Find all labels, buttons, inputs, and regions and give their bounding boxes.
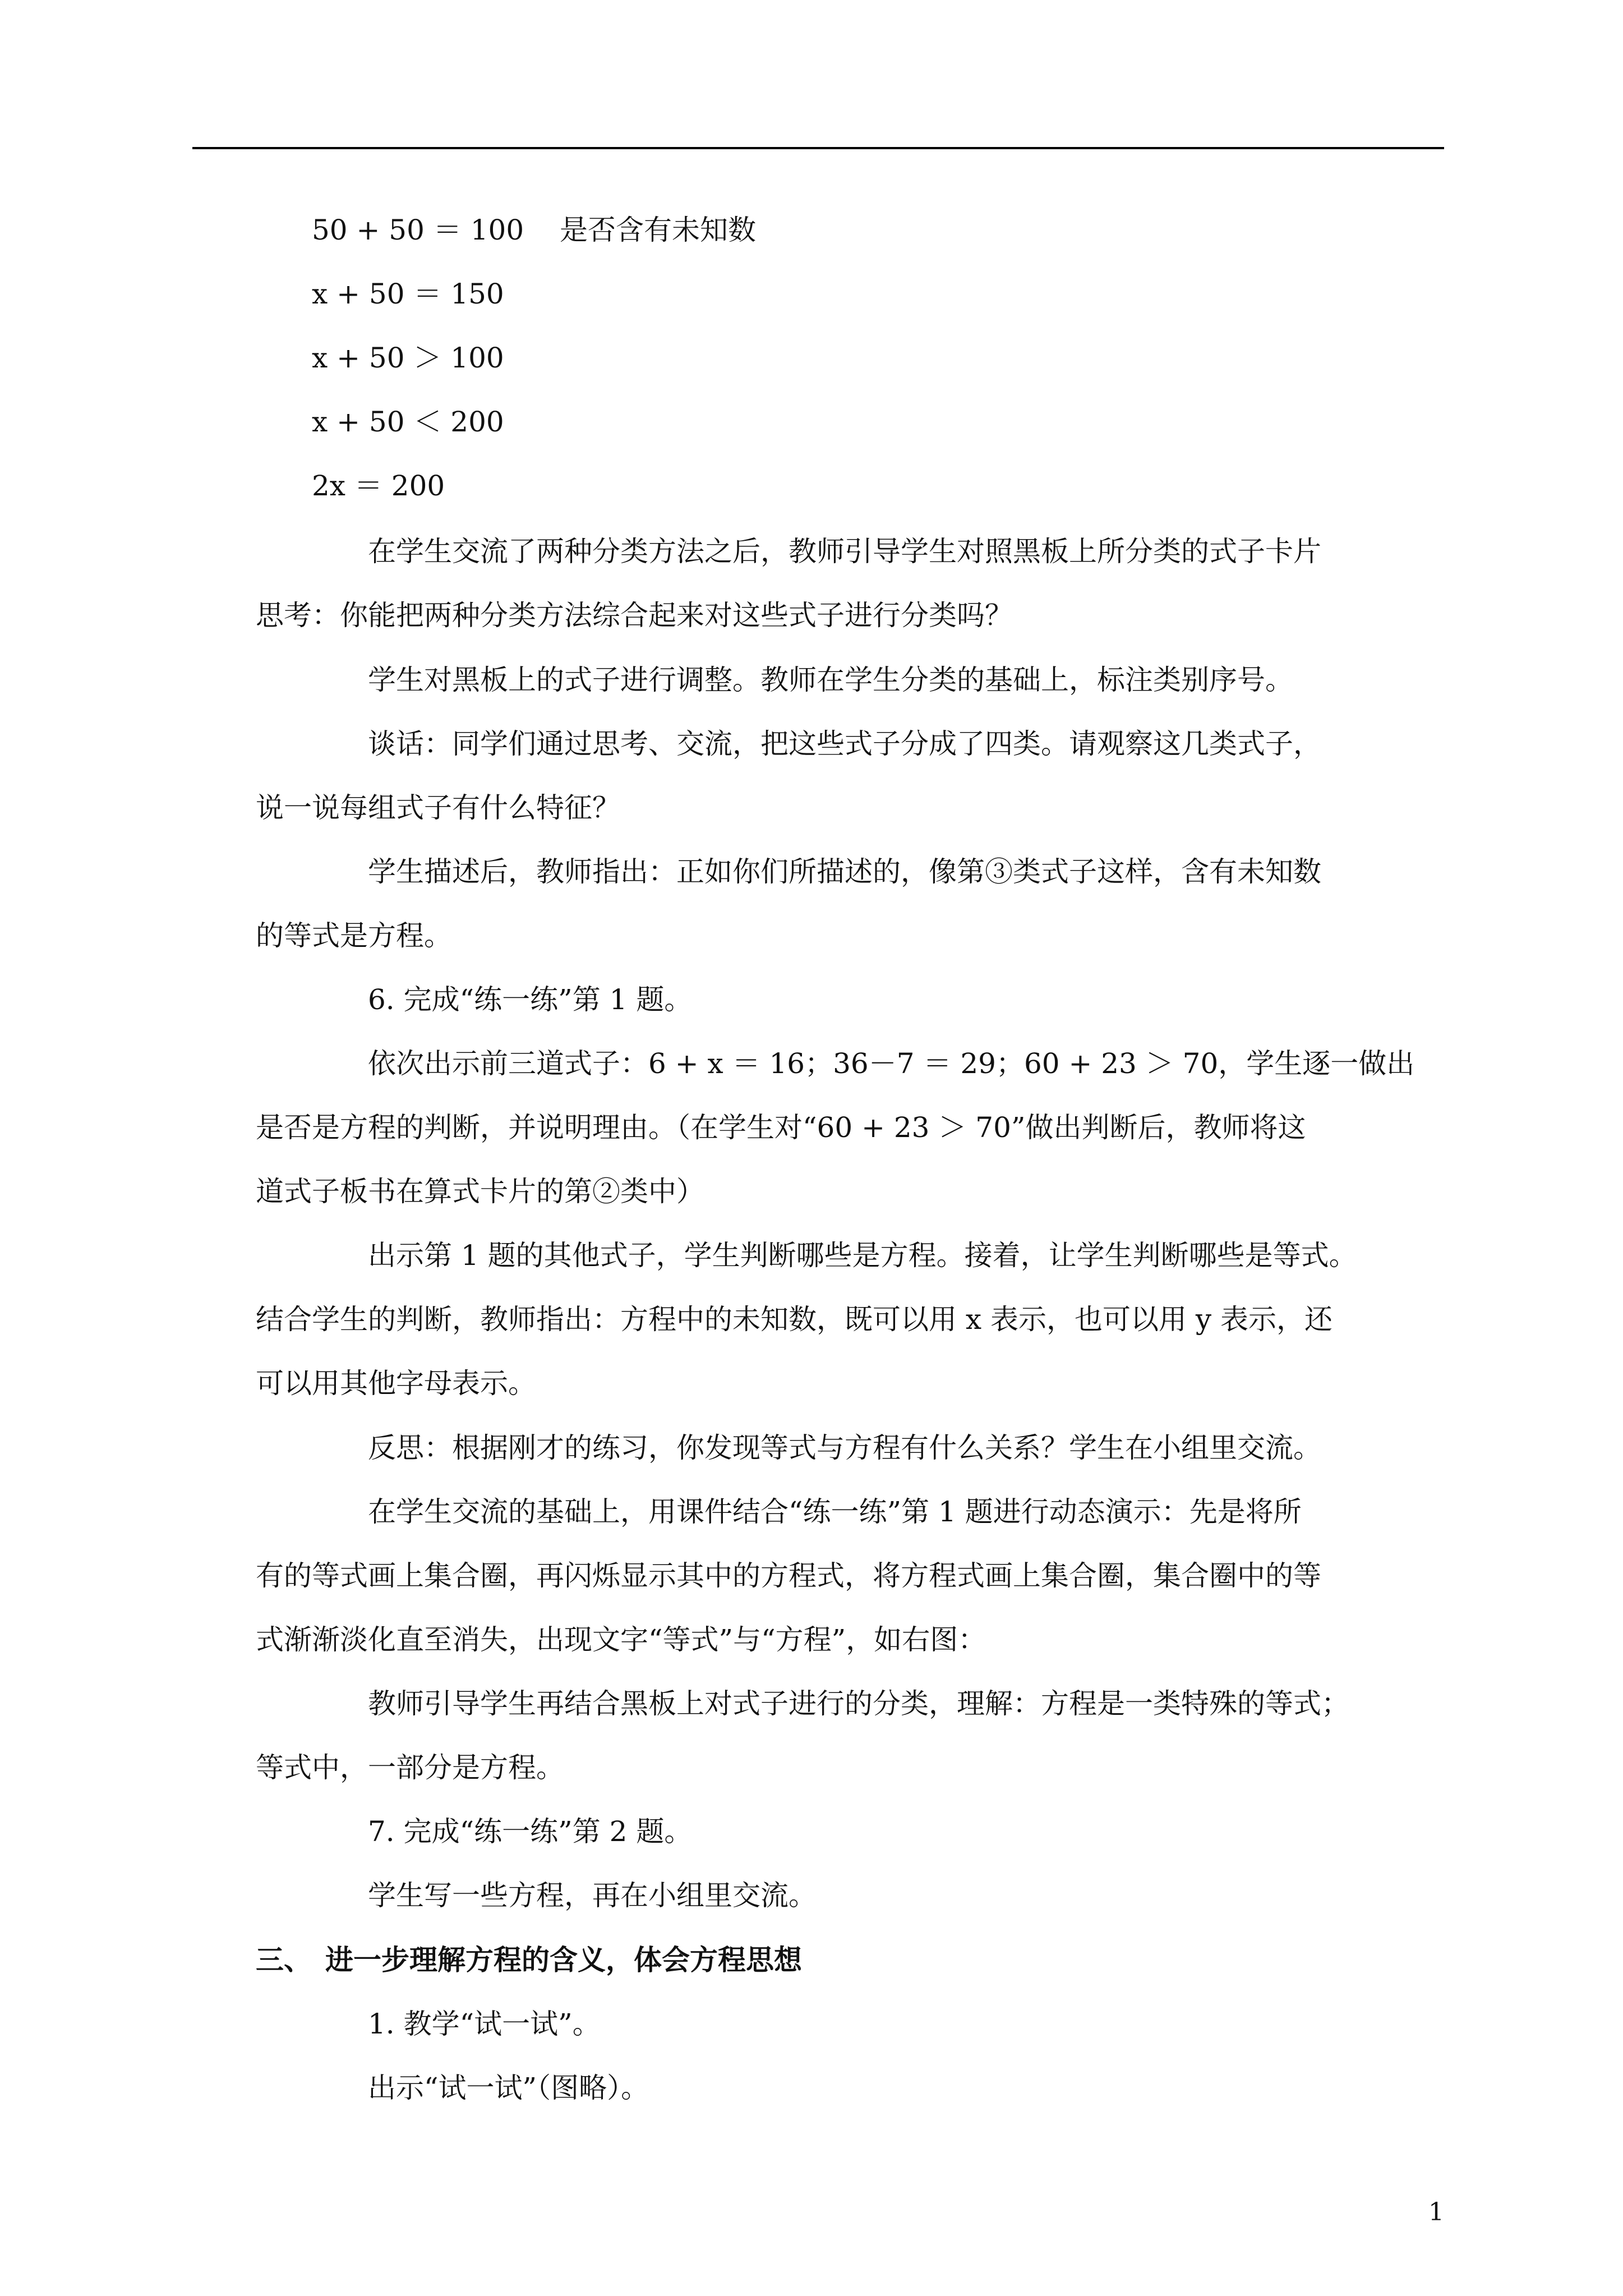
paragraph-line: 6. 完成“练一练”第 1 题。 xyxy=(368,983,693,1016)
paragraph-line: 是否是方程的判断，并说明理由。（在学生对“60 + 23 ＞ 70”做出判断后，教师将这 xyxy=(256,1111,1306,1144)
equation-line: x + 50 ＜ 200 xyxy=(312,406,504,438)
section-heading: 进一步理解方程的含义，体会方程思想 xyxy=(325,1943,802,1976)
paragraph-line: 1. 教学“试一试”。 xyxy=(368,2008,601,2040)
header-rule xyxy=(192,147,1444,149)
paragraph-line: 的等式是方程。 xyxy=(256,919,452,952)
paragraph-line: 学生写一些方程，再在小组里交流。 xyxy=(368,1879,817,1912)
equation-line: x + 50 ＞ 100 xyxy=(312,342,504,374)
section-number: 三、 xyxy=(256,1943,312,1976)
paragraph-line: 等式中，一部分是方程。 xyxy=(256,1751,564,1784)
paragraph-line: 可以用其他字母表示。 xyxy=(256,1367,536,1400)
paragraph-line: 教师引导学生再结合黑板上对式子进行的分类，理解：方程是一类特殊的等式； xyxy=(368,1687,1349,1720)
equation-line: 2x ＝ 200 xyxy=(312,470,445,502)
paragraph-line: 思考：你能把两种分类方法综合起来对这些式子进行分类吗？ xyxy=(256,599,1013,632)
paragraph-line: 依次出示前三道式子：6 + x ＝ 16；36－7 ＝ 29；60 + 23 ＞ 70，学生逐一做出 xyxy=(368,1047,1415,1080)
equation-line: 50 + 50 ＝ 100 xyxy=(312,214,524,246)
page-number: 1 xyxy=(1428,2198,1444,2226)
paragraph-line: 式渐渐淡化直至消失，出现文字“等式”与“方程”，如右图： xyxy=(256,1623,986,1656)
paragraph-line: 出示“试一试”（图略）。 xyxy=(368,2072,649,2104)
paragraph-line: 道式子板书在算式卡片的第②类中） xyxy=(256,1175,704,1208)
paragraph-line: 谈话：同学们通过思考、交流，把这些式子分成了四类。请观察这几类式子， xyxy=(368,728,1321,760)
paragraph-line: 学生对黑板上的式子进行调整。教师在学生分类的基础上，标注类别序号。 xyxy=(368,664,1293,696)
equation-question: 是否含有未知数 xyxy=(560,214,756,246)
equation-line: x + 50 ＝ 150 xyxy=(312,278,504,310)
paragraph-line: 7. 完成“练一练”第 2 题。 xyxy=(368,1815,693,1848)
paragraph-line: 学生描述后，教师指出：正如你们所描述的，像第③类式子这样，含有未知数 xyxy=(368,855,1321,888)
paragraph-line: 出示第 1 题的其他式子，学生判断哪些是方程。接着，让学生判断哪些是等式。 xyxy=(368,1239,1357,1272)
paragraph-line: 结合学生的判断，教师指出：方程中的未知数，既可以用 x 表示，也可以用 y 表示，还 xyxy=(256,1303,1333,1336)
paragraph-line: 反思：根据刚才的练习，你发现等式与方程有什么关系？学生在小组里交流。 xyxy=(368,1432,1321,1464)
paragraph-line: 有的等式画上集合圈，再闪烁显示其中的方程式，将方程式画上集合圈，集合圈中的等 xyxy=(256,1559,1321,1592)
paragraph-line: 在学生交流了两种分类方法之后，教师引导学生对照黑板上所分类的式子卡片 xyxy=(368,535,1321,568)
paragraph-line: 说一说每组式子有什么特征？ xyxy=(256,792,620,824)
paragraph-line: 在学生交流的基础上，用课件结合“练一练”第 1 题进行动态演示：先是将所 xyxy=(368,1496,1302,1528)
